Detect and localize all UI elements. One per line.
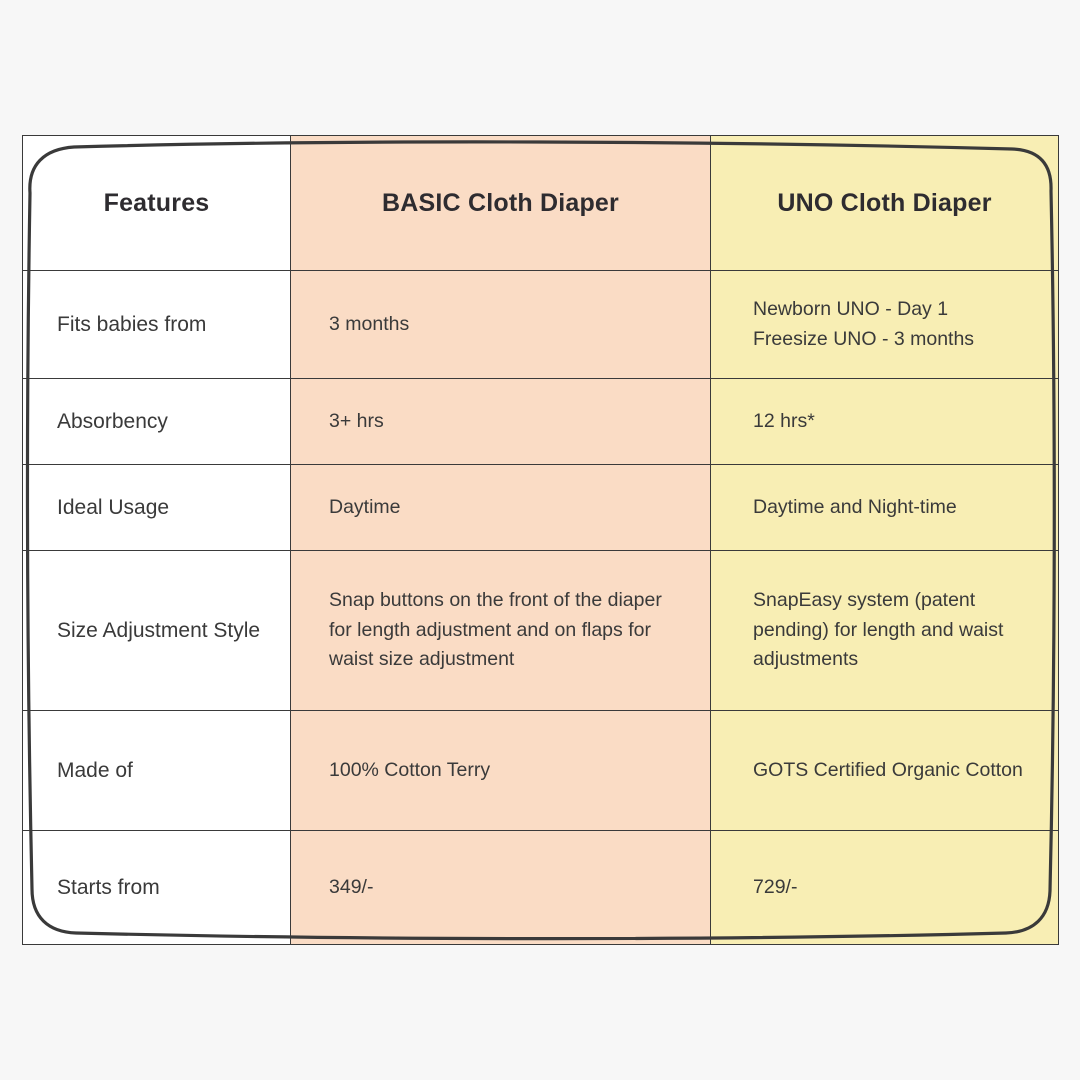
table-row [23,831,1059,945]
comparison-table-wrapper [22,135,1058,945]
table-header [23,136,1059,271]
basic-value-made-of: 100% Cotton Terry [291,711,711,831]
uno-value-fits-babies-from [711,271,1059,379]
table-row [23,271,1059,379]
basic-value-absorbency: 3+ hrs [291,379,711,465]
uno-line: 12 hrs* [753,409,815,432]
table-body [23,271,1059,945]
uno-value-ideal-usage [711,465,1059,551]
table-row [23,465,1059,551]
header-features: Features [23,136,291,271]
table-row [23,711,1059,831]
feature-comparison-table [22,135,1059,945]
uno-line: Freesize UNO - 3 months [753,327,975,350]
uno-line: Newborn UNO - Day 1 [753,297,949,320]
uno-line: 729/- [753,875,798,898]
uno-value-starts-from [711,831,1059,945]
row-label-starts-from: Starts from [23,831,291,945]
uno-line: SnapEasy system (patent pending) for length and waist adjustments [753,589,1004,671]
row-label-fits-babies-from: Fits babies from [23,271,291,379]
uno-value-made-of [711,711,1059,831]
uno-value-absorbency [711,379,1059,465]
header-row [23,136,1059,271]
basic-value-starts-from: 349/- [291,831,711,945]
table-row [23,379,1059,465]
header-uno-cloth-diaper: UNO Cloth Diaper [711,136,1059,271]
uno-line: GOTS Certified Organic Cotton [753,758,1023,781]
header-basic-cloth-diaper: BASIC Cloth Diaper [291,136,711,271]
row-label-made-of: Made of [23,711,291,831]
uno-value-size-adjustment-style [711,551,1059,711]
uno-line: Daytime and Night-time [753,495,957,518]
row-label-absorbency: Absorbency [23,379,291,465]
table-row [23,551,1059,711]
basic-value-fits-babies-from: 3 months [291,271,711,379]
row-label-ideal-usage: Ideal Usage [23,465,291,551]
basic-value-size-adjustment-style: Snap buttons on the front of the diaper for length adjustment and on flaps for waist size adjustment [291,551,711,711]
row-label-size-adjustment-style: Size Adjustment Style [23,551,291,711]
basic-value-ideal-usage: Daytime [291,465,711,551]
